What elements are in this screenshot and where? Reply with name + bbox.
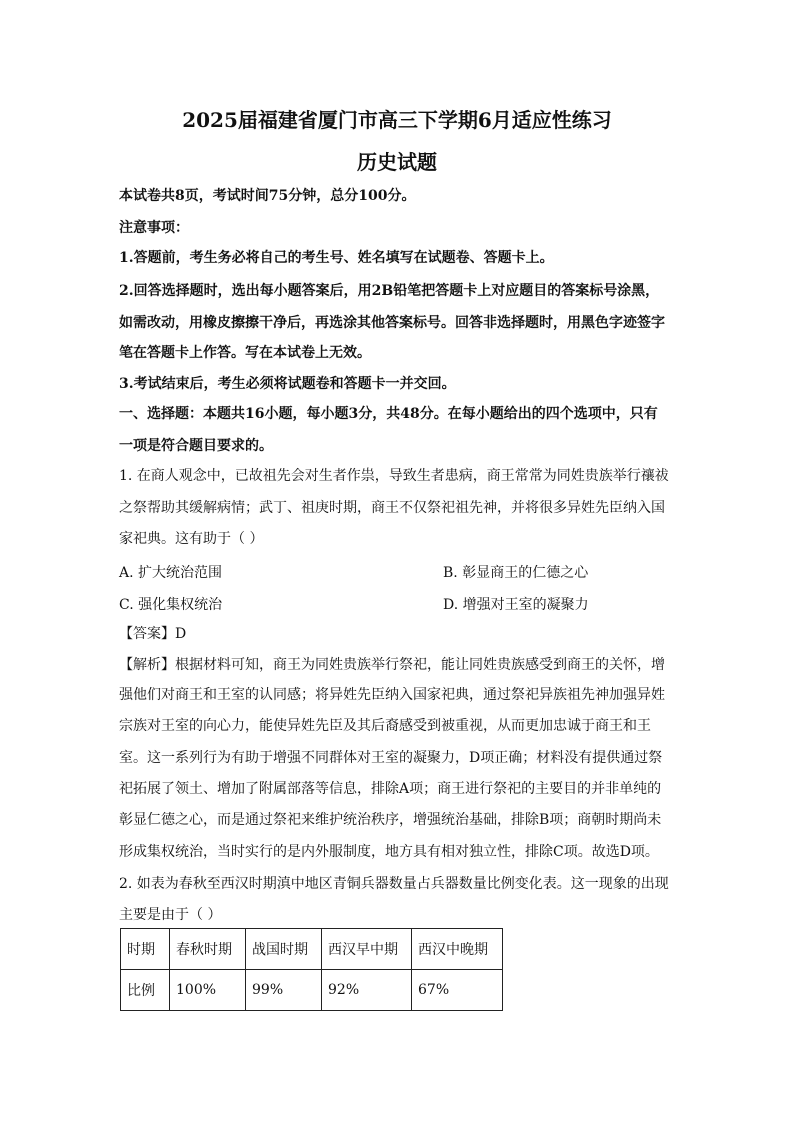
table-header-cell: 西汉早中期 bbox=[322, 929, 412, 970]
table-header-cell: 西汉中晚期 bbox=[412, 929, 503, 970]
exam-title: 2025届福建省厦门市高三下学期6月适应性练习 bbox=[182, 108, 612, 132]
notice-item-1: 1.答题前，考生务必将自己的考生号、姓名填写在试题卷、答题卡上。 bbox=[119, 250, 554, 266]
question-2-line-2: 主要是由于（ ） bbox=[119, 907, 222, 923]
analysis-line-5: 祀拓展了领土、增加了附属部落等信息，排除A项；商王进行祭祀的主要目的并非单纯的 bbox=[119, 781, 662, 797]
answer-line: 【答案】D bbox=[119, 626, 187, 642]
table-cell: 比例 bbox=[121, 970, 170, 1011]
table-cell: 100% bbox=[170, 970, 246, 1011]
notice-heading: 注意事项： bbox=[119, 220, 189, 236]
option-d: D. 增强对王室的凝聚力 bbox=[443, 597, 589, 613]
option-b: B. 彰显商王的仁德之心 bbox=[443, 565, 589, 581]
notice-item-2-line-2: 如需改动，用橡皮擦擦干净后，再选涂其他答案标号。回答非选择题时，用黑色字迹签字 bbox=[119, 315, 665, 331]
table-header-cell: 时期 bbox=[121, 929, 170, 970]
table-cell: 92% bbox=[322, 970, 412, 1011]
section-heading-line-1: 一、选择题：本题共16小题，每小题3分，共48分。在每小题给出的四个选项中，只有 bbox=[119, 406, 658, 422]
table-cell: 67% bbox=[412, 970, 503, 1011]
exam-subtitle: 历史试题 bbox=[357, 150, 437, 174]
table-header-cell: 战国时期 bbox=[246, 929, 322, 970]
exam-intro: 本试卷共8页，考试时间75分钟，总分100分。 bbox=[119, 188, 416, 204]
table-header-row bbox=[121, 929, 503, 970]
analysis-line-2: 强他们对商王和王室的认同感；将异姓先臣纳入国家祀典，通过祭祀异族祖先神加强异姓 bbox=[119, 687, 665, 703]
section-heading-line-2: 一项是符合题目要求的。 bbox=[119, 438, 273, 454]
notice-item-2-line-3: 笔在答题卡上作答。写在本试卷上无效。 bbox=[119, 345, 371, 361]
analysis-line-4: 室。这一系列行为有助于增强不同群体对王室的凝聚力，D项正确；材料没有提供通过祭 bbox=[119, 750, 663, 766]
notice-item-3: 3.考试结束后，考生必须将试题卷和答题卡一并交回。 bbox=[119, 376, 456, 392]
option-c: C. 强化集权统治 bbox=[119, 597, 223, 613]
table-row bbox=[121, 970, 503, 1011]
question-1-line-3: 家祀典。这有助于（ ） bbox=[119, 531, 264, 547]
table-cell: 99% bbox=[246, 970, 322, 1011]
analysis-line-7: 形成集权统治，当时实行的是内外服制度，地方具有相对独立性，排除C项。故选D项。 bbox=[119, 844, 659, 860]
analysis-line-6: 彰显仁德之心，而是通过祭祀来维护统治秩序，增强统治基础，排除B项；商朝时期尚未 bbox=[119, 812, 662, 828]
question-2-line-1: 2. 如表为春秋至西汉时期滇中地区青铜兵器数量占兵器数量比例变化表。这一现象的出现 bbox=[119, 876, 669, 892]
analysis-line-3: 宗族对王室的向心力，能使异姓先臣及其后裔感受到被重视，从而更加忠诚于商王和王 bbox=[119, 718, 651, 734]
option-a: A. 扩大统治范围 bbox=[119, 565, 223, 581]
question-1-line-1: 1. 在商人观念中，已故祖先会对生者作祟，导致生者患病，商王常常为同姓贵族举行禳祓 bbox=[119, 468, 669, 484]
table-header-cell: 春秋时期 bbox=[170, 929, 246, 970]
analysis-line-1: 【解析】根据材料可知，商王为同姓贵族举行祭祀，能让同姓贵族感受到商王的关怀，增 bbox=[119, 657, 665, 673]
question-1-line-2: 之祭帮助其缓解病情；武丁、祖庚时期，商王不仅祭祀祖先神，并将很多异姓先臣纳入国 bbox=[119, 500, 665, 516]
notice-item-2-line-1: 2.回答选择题时，选出每小题答案后，用2B铅笔把答题卡上对应题目的答案标号涂黑， bbox=[119, 283, 660, 299]
ratio-table bbox=[120, 928, 503, 1011]
